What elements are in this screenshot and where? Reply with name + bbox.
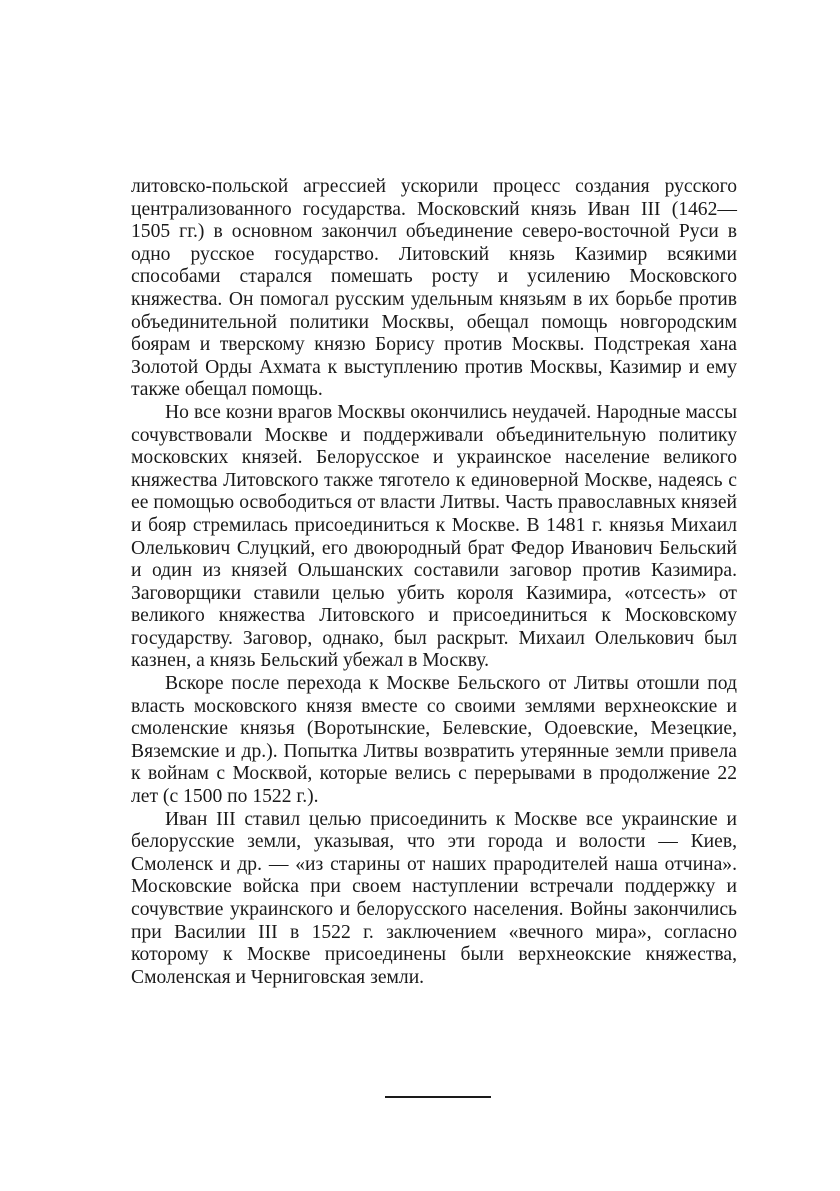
paragraph-4: Иван III ставил целью присоединить к Москве все украинские и белорусские земли, указывая, что эти города и волости — Киев, Смоленск и др. — «из старины от наших прародителей наша отчина». Московские войска при своем наступлении встречали поддержку и сочувствие украинского и белорусского населения. Войны закончились при Василии III в 1522 г. заключением «вечного мира», согласно которому к Москве присоединены были верхнеокские княжества, Смоленская и Черниговская земли. [131,808,737,988]
paragraph-3: Вскоре после перехода к Москве Бельского от Литвы отошли под власть московского князя вместе со своими землями верхнеокские и смоленские князья (Воротынские, Белевские, Одоевские, Мезецкие, Вяземские и др.). Попытка Литвы возвратить утерянные земли привела к войнам с Москвой, которые велись с перерывами в продолжение 22 лет (с 1500 по 1522 г.). [131,673,737,808]
page-text-block [131,176,737,989]
end-of-section-rule [385,1096,491,1098]
paragraph-1: литовско-польской агрессией ускорили процесс создания русского централизованного государства. Московский князь Иван III (1462—1505 гг.) в основном закончил объединение северо-восточной Руси в одно русское государство. Литовский князь Казимир всякими способами старался помешать росту и усилению Московского княжества. Он помогал русским удельным князьям в их борьбе против объединительной политики Москвы, обещал помощь новгородским боярам и тверскому князю Борису против Москвы. Подстрекая хана Золотой Орды Ахмата к выступлению против Москвы, Казимир и ему также обещал помощь. [131,176,737,401]
paragraph-2: Но все козни врагов Москвы окончились неудачей. Народные массы сочувствовали Москве и поддерживали объединительную политику московских князей. Белорусское и украинское население великого княжества Литовского также тяготело к единоверной Москве, надеясь с ее помощью освободиться от власти Литвы. Часть православных князей и бояр стремилась присоединиться к Москве. В 1481 г. князья Михаил Олелькович Слуцкий, его двоюродный брат Федор Иванович Бельский и один из князей Ольшанских составили заговор против Казимира. Заговорщики ставили целью убить короля Казимира, «отсесть» от великого княжества Литовского и присоединиться к Московскому государству. Заговор, однако, был раскрыт. Михаил Олелькович был казнен, а князь Бельский убежал в Москву. [131,401,737,672]
